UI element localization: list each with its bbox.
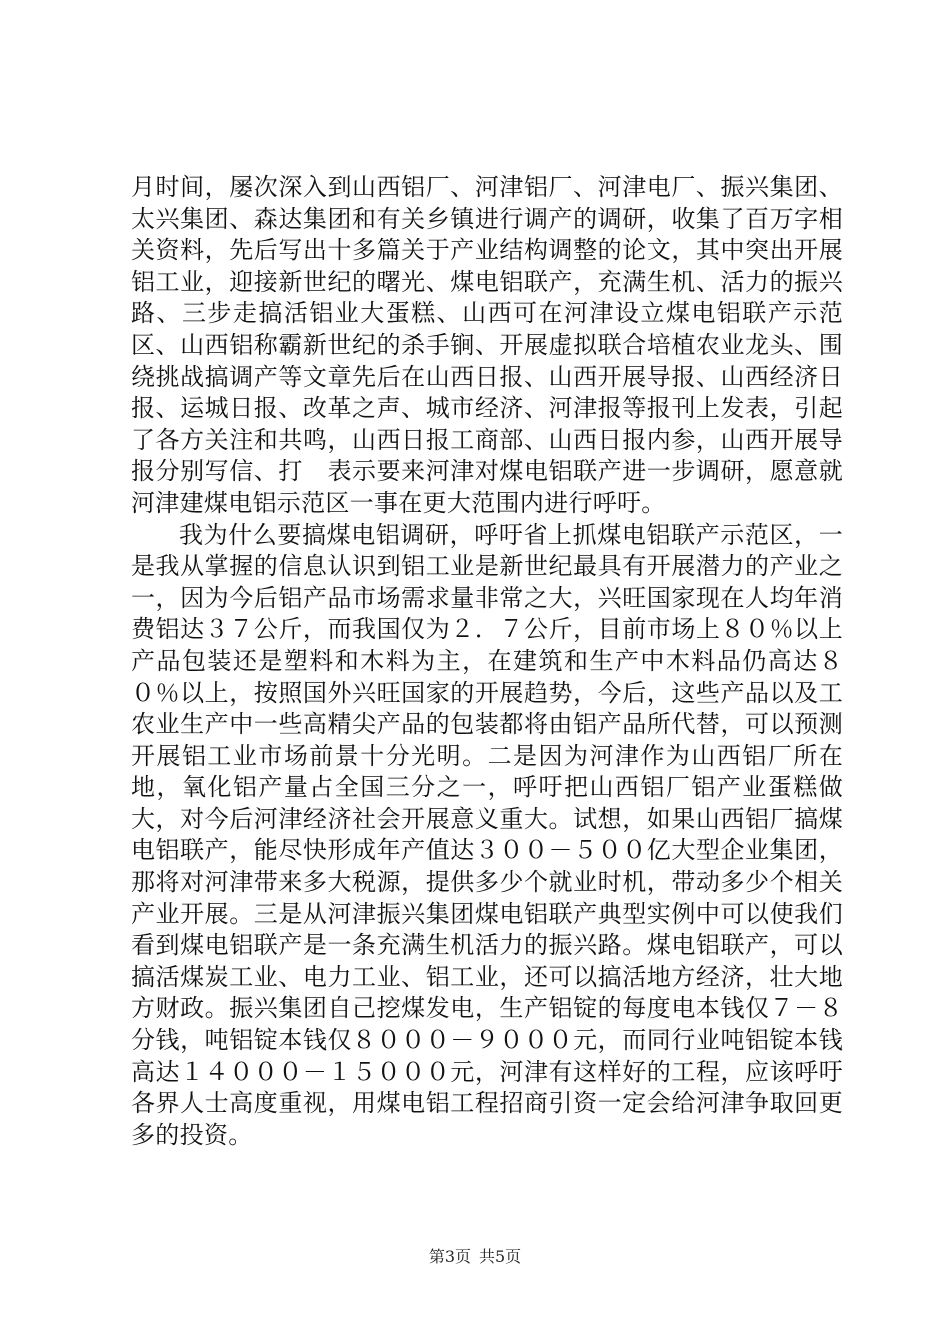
- paragraph-2: 我为什么要搞煤电铝调研，呼吁省上抓煤电铝联产示范区，一是我从掌握的信息认识到铝工业是新世纪最具有开展潜力的产业之一，因为今后铝产品市场需求量非常之大，兴旺国家现在人均年消费铝达３７公斤，而我国仅为２．７公斤，目前市场上８０％以上产品包装还是塑料和木料为主，在建筑和生产中木料品仍高达８０％以上，按照国外兴旺国家的开展趋势，今后，这些产品以及工农业生产中一些高精尖产品的包装都将由铝产品所代替，可以预测开展铝工业市场前景十分光明。二是因为河津作为山西铝厂所在地，氧化铝产量占全国三分之一，呼吁把山西铝厂铝产业蛋糕做大，对今后河津经济社会开展意义重大。试想，如果山西铝厂搞煤电铝联产，能尽快形成年产值达３００－５００亿大型企业集团，那将对河津带来多大税源，提供多少个就业时机，带动多少个相关产业开展。三是从河津振兴集团煤电铝联产典型实例中可以使我们看到煤电铝联产是一条充满生机活力的振兴路。煤电铝联产，可以搞活煤炭工业、电力工业、铝工业，还可以搞活地方经济，壮大地方财政。振兴集团自己挖煤发电，生产铝锭的每度电本钱仅７－８分钱，吨铝锭本钱仅８０００－９０００元，而同行业吨铝锭本钱高达１４０００－１５０００元，河津有这样好的工程，应该呼吁各界人士高度重视，用煤电铝工程招商引资一定会给河津争取回更多的投资。: [131, 520, 843, 1149]
- page-footer: [0, 1247, 950, 1267]
- page-number: 第3页: [428, 1247, 471, 1266]
- page-total: 共5页: [479, 1247, 522, 1266]
- paragraph-1: 月时间，屡次深入到山西铝厂、河津铝厂、河津电厂、振兴集团、太兴集团、森达集团和有关乡镇进行调产的调研，收集了百万字相关资料，先后写出十多篇关于产业结构调整的论文，其中突出开展铝工业，迎接新世纪的曙光、煤电铝联产，充满生机、活力的振兴路、三步走搞活铝业大蛋糕、山西可在河津设立煤电铝联产示范区、山西铝称霸新世纪的杀手锏、开展虚拟联合培植农业龙头、围绕挑战搞调产等文章先后在山西日报、山西开展导报、山西经济日报、运城日报、改革之声、城市经济、河津报等报刊上发表，引起了各方关注和共鸣，山西日报工商部、山西日报内参，山西开展导报分别写信、打 表示要来河津对煤电铝联产进一步调研，愿意就河津建煤电铝示范区一事在更大范围内进行呼吁。: [131, 173, 843, 517]
- document-body: [131, 172, 843, 1151]
